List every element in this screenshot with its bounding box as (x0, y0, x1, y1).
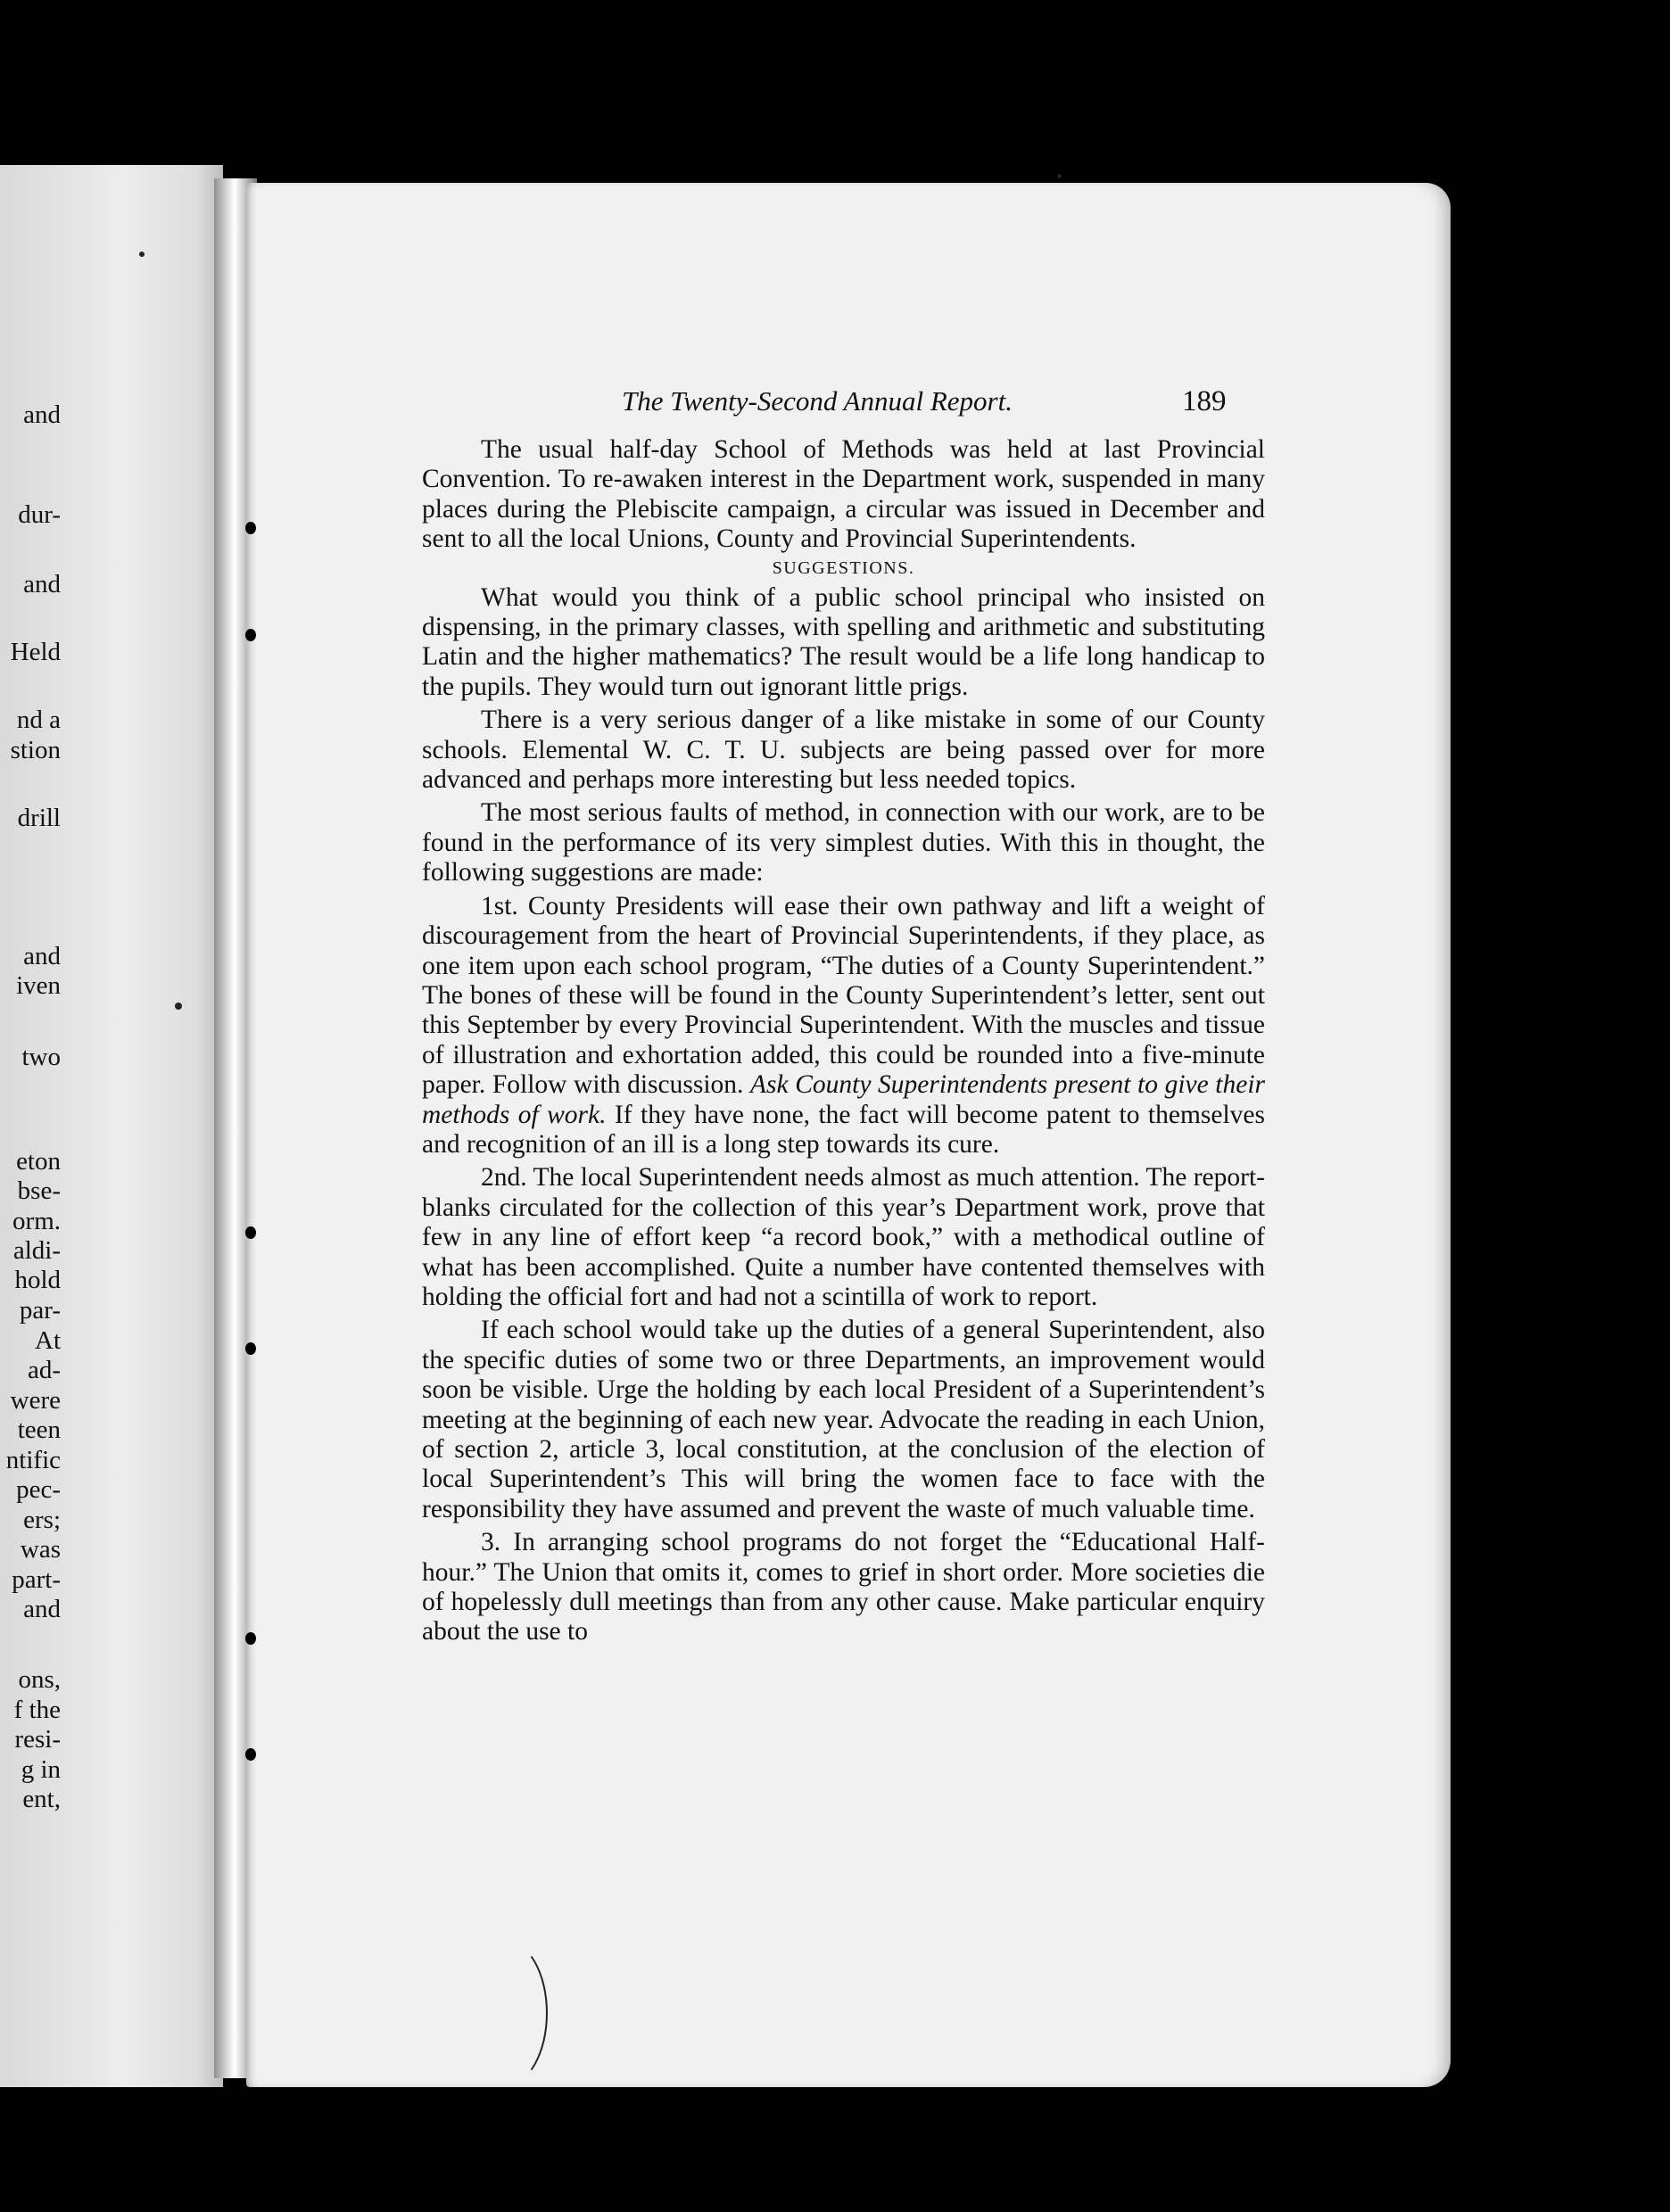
paragraph-2: What would you think of a public school principal who insisted on dispensing, in the primary classes, with spelling and arithmetic and substituting Latin and the higher mathematics? The result would be a life long handicap to the pupils. They would turn out ignorant little prigs. (422, 582, 1265, 701)
left-page-line: ent, (22, 1785, 61, 1813)
left-page-line: iven (16, 971, 61, 1000)
paragraph-4: The most serious faults of method, in connection with our work, are to be found in the performance of its very simplest duties. With this in thought, the following suggestions are made: (422, 798, 1265, 887)
left-page-line: and (23, 570, 61, 598)
left-page-line: orm. (12, 1207, 61, 1235)
left-page-line: and (23, 400, 61, 429)
left-page-line: dur- (18, 500, 61, 529)
binding-hole (245, 1632, 256, 1645)
paragraph-5-end: If they have none, the fact will become patent to themselves and recognition of an ill is a long step towards its cure. (422, 1100, 1266, 1159)
left-page-line: ers; (23, 1506, 61, 1534)
left-page-line: eton (16, 1147, 61, 1176)
left-page-line: par- (19, 1296, 61, 1325)
left-page-line: were (10, 1386, 61, 1415)
body-text (422, 435, 1265, 1647)
left-page-line: stion (10, 736, 61, 764)
left-page-line: part- (12, 1565, 61, 1594)
left-page-line: ntific (5, 1446, 61, 1474)
running-title: The Twenty-Second Annual Report. (622, 385, 1013, 417)
pen-stroke (464, 1940, 548, 2086)
left-page-line: drill (17, 804, 61, 832)
left-page-line: f the (13, 1696, 61, 1724)
left-page-line: bse- (17, 1176, 61, 1205)
left-page-line: was (20, 1535, 61, 1564)
binding-hole (245, 522, 256, 534)
scan-speck (139, 252, 145, 257)
paragraph-7: If each school would take up the duties of a general Superintendent, also the specific duties of some two or three Departments, an improvement would soon be visible. Urge the holding by each local President of a Superintendent’s meeting at the beginning of each new year. Advocate the reading in each Union, of section 2, article 3, local constitution, at the conclusion of the election of local Superintendent’s This will bring the women face to face with the responsibility they have assumed and prevent the waste of much valuable time. (422, 1316, 1265, 1523)
left-page-line: nd a (16, 706, 61, 734)
left-page-line: resi- (14, 1725, 61, 1754)
paragraph-3: There is a very serious danger of a like mistake in some of our County schools. Elemental W. C. T. U. subjects are being passed over for more advanced and perhaps more interesting but less needed topics. (422, 706, 1265, 795)
paragraph-8: 3. In arranging school programs do not forget the “Educational Half-hour.” The Union that omits it, comes to grief in short order. More societies die of hopelessly dull meetings than from any other cause. Make particular enquiry about the use to (422, 1528, 1265, 1647)
left-page-fragment (0, 165, 223, 2087)
binding-hole (245, 1226, 256, 1239)
left-page-line: and (23, 942, 61, 970)
left-page-line: g in (21, 1755, 61, 1784)
binding-hole (245, 1342, 256, 1355)
left-page-line: hold (14, 1266, 61, 1294)
scan-speck (175, 1003, 182, 1010)
page-number: 189 (1182, 385, 1227, 417)
paragraph-5 (422, 892, 1265, 1160)
paragraph-6: 2nd. The local Superintendent needs almost as much attention. The report-blanks circulated for the collection of this year’s Department work, prove that few in any line of effort keep “a record book,” with a methodical outline of what has been accomplished. Quite a number have contented themselves with holding the official fort and had not a scintilla of work to report. (422, 1163, 1265, 1311)
left-page-line: pec- (16, 1475, 61, 1504)
section-heading: SUGGESTIONS. (772, 557, 915, 578)
left-page-line: Held (10, 638, 61, 666)
scan-speck (1057, 174, 1062, 178)
left-page-line: ons, (18, 1665, 61, 1694)
left-page-line: aldi- (12, 1236, 61, 1265)
left-page-line: ad- (27, 1356, 61, 1384)
left-page-line: At (35, 1326, 61, 1355)
left-page-line: teen (17, 1416, 61, 1444)
paragraph-5-text: 1st. County Presidents will ease their own pathway and lift a weight of discouragement from the heart of Provincial Superintendents, if they place, as one item upon each school program, “The duties of a County Superintendent.” The bones of these will be found in the County Superintendent’s letter, sent out this September by every Provincial Superintendent. With the muscles and tissue of illustration and exhortation added, this could be rounded into a five-minute paper. Follow with discussion. (422, 891, 1265, 1100)
binding-hole (245, 1748, 256, 1761)
left-page-line: and (23, 1595, 61, 1623)
binding-hole (245, 629, 256, 641)
paragraph-5-italic: Ask County Superintendents present to give their methods of work. (422, 1070, 1266, 1129)
left-page-line: two (21, 1043, 61, 1071)
paragraph-1: The usual half-day School of Methods was held at last Provincial Convention. To re-awaken interest in the Department work, suspended in many places during the Plebiscite campaign, a circular was issued in December and sent to all the local Unions, County and Provincial Superintendents. (422, 435, 1265, 554)
